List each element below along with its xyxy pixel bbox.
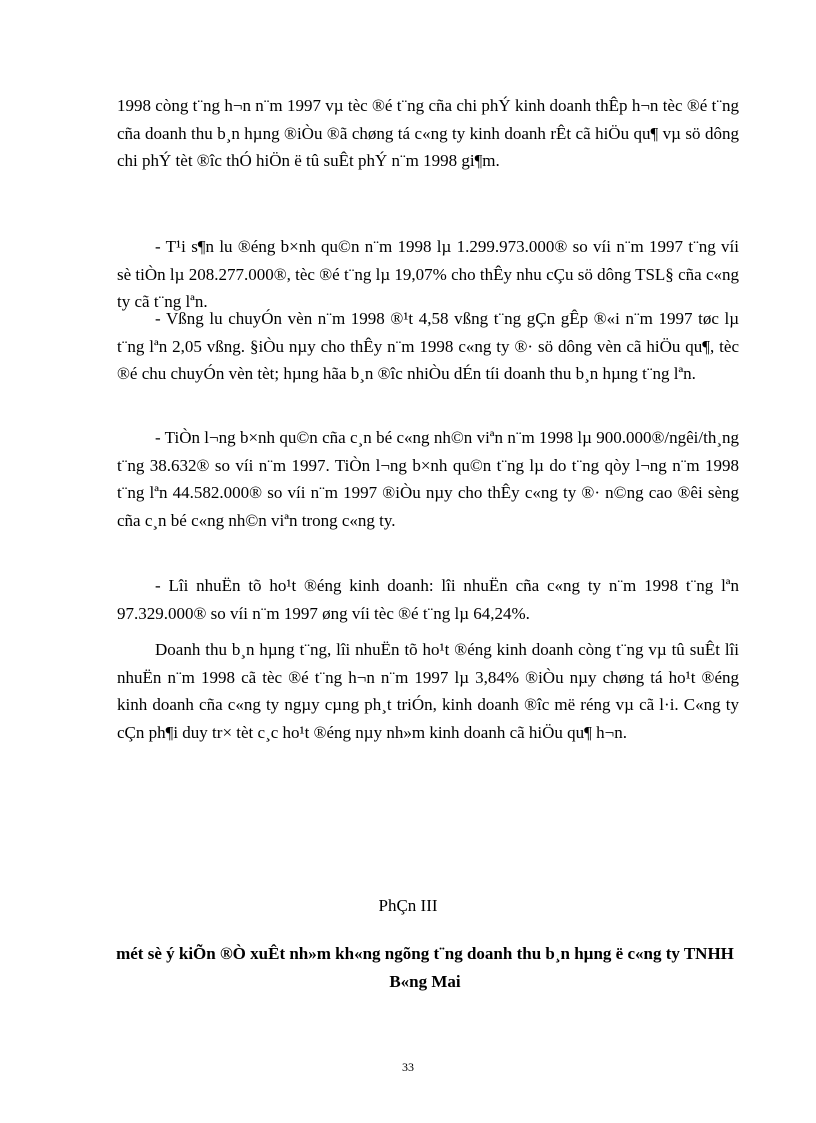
page-number: 33 bbox=[402, 1060, 414, 1074]
paragraph-business-profit: - Lîi nhuËn tõ ho¹t ®éng kinh doanh: lîi nhuËn cña c«ng ty n¨m 1998 t¨ng lªn 97.329.000® so víi n¨m 1997 øng víi tèc ®é t¨ng lµ 64,24%. bbox=[117, 576, 739, 623]
paragraph-average-salary: - TiÒn l¬ng b×nh qu©n cña c¸n bé c«ng nh©n viªn n¨m 1998 lµ 900.000®/ngêi/th¸ng t¨ng 38.632® so víi n¨m 1997. TiÒn l¬ng b×nh qu©n t¨ng lµ do t¨ng qòy l¬ng n¨m 1998 t¨ng lªn 44.582.000® so víi n¨m 1997 ®iÒu nµy cho thÊy c«ng ty ®· n©ng cao ®êi sèng cña c¸n bé c«ng nh©n viªn trong c«ng ty. bbox=[117, 428, 739, 530]
section-heading: mét sè ý kiÕn ®Ò xuÊt nh»m kh«ng ngõng t¨ng doanh thu b¸n hµng ë c«ng ty TNHH B«ng Mai bbox=[116, 944, 734, 991]
paragraph-current-assets: - T¹i s¶n lu ®éng b×nh qu©n n¨m 1998 lµ 1.299.973.000® so víi n¨m 1997 t¨ng víi sè tiÒn lµ 208.277.000®, tèc ®é t¨ng lµ 19,07% cho thÊy nhu cÇu sö dông TSL§ cña c«ng ty cã t¨ng lªn. bbox=[117, 237, 739, 311]
section-label: PhÇn III bbox=[378, 896, 438, 915]
paragraph-1: 1998 còng t¨ng h¬n n¨m 1997 vµ tèc ®é t¨ng cña chi phÝ kinh doanh thÊp h¬n tèc ®é t¨ng cña doanh thu b¸n hµng ®iÒu ®ã chøng tá c«ng ty kinh doanh rÊt cã hiÖu qu¶ vµ sö dông chi phÝ tèt ®îc thÓ hiÖn ë tû suÊt phÝ n¨m 1998 gi¶m. bbox=[117, 96, 739, 170]
paragraph-conclusion: Doanh thu b¸n hµng t¨ng, lîi nhuËn tõ ho¹t ®éng kinh doanh còng t¨ng vµ tû suÊt lîi nhuËn n¨m 1998 cã tèc ®é t¨ng h¬n n¨m 1997 lµ 3,84% ®iÒu nµy chøng tá ho¹t ®éng kinh doanh cña c«ng ty ngµy cµng ph¸t triÓn, kinh doanh ®îc më réng vµ cã l·i. C«ng ty cÇn ph¶i duy tr× tèt c¸c ho¹t ®éng nµy nh»m kinh doanh cã hiÖu qu¶ h¬n. bbox=[117, 640, 739, 742]
paragraph-capital-turnover: - Vßng lu chuyÓn vèn n¨m 1998 ®¹t 4,58 vßng t¨ng gÇn gÊp ®«i n¨m 1997 tøc lµ t¨ng lªn 2,05 vßng. §iÒu nµy cho thÊy n¨m 1998 c«ng ty ®· sö dông vèn cã hiÖu qu¶, tèc ®é chu chuyÓn vèn tèt; hµng hãa b¸n ®îc nhiÒu dÉn tíi doanh thu b¸n hµng t¨ng lªn. bbox=[117, 309, 739, 383]
